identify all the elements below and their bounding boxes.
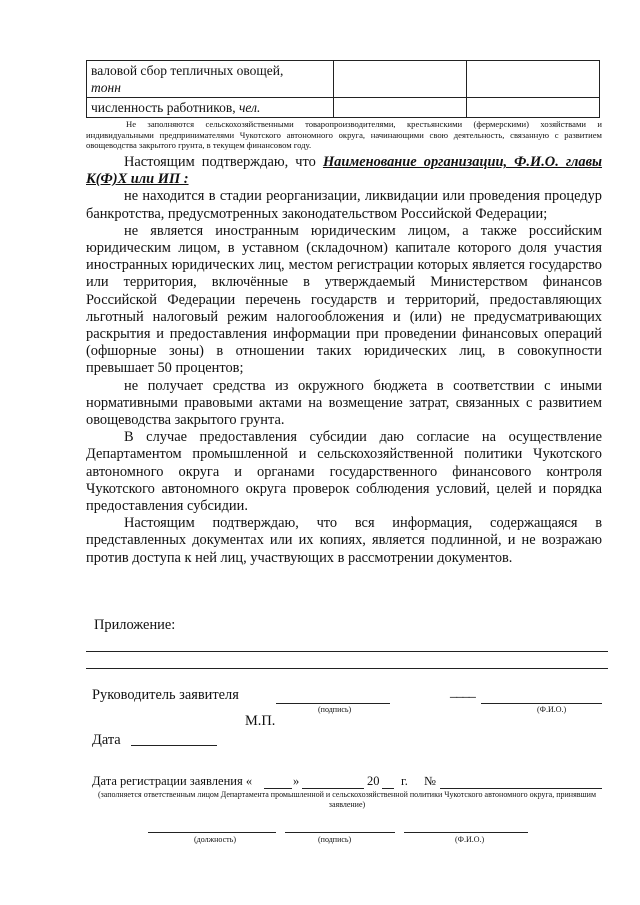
signature-line[interactable] <box>276 703 390 704</box>
name-prefix: ____ <box>450 684 475 700</box>
name-hint: (Ф.И.О.) <box>537 705 567 714</box>
table-cell-value[interactable] <box>334 98 467 118</box>
statement-item-2: не является иностранным юридическим лицом, а также российским юридическим лицом, в уставном (складочном) капитале которого доля участия иностранных юридических лиц, местом регистрации которых является государство или территория, включённые в утверждаемый Министерством финансов Российской Федерации перечень государств и территорий, предоставляющих льготный налоговый режим налогообложения и (или) не предусматривающих раскрытия и предоставления информации при проведении финансовых операций (офшорные зоны) в отношении таких юридических лиц, в совокупности превышает 50 процентов; <box>86 222 602 377</box>
appendix-label: Приложение: <box>94 617 176 633</box>
table-cell-value[interactable] <box>467 61 600 98</box>
organization-name-placeholder[interactable]: Наименование организации, Ф.И.О. главы К(Ф)Х или ИП : <box>86 154 603 188</box>
indicators-table <box>86 60 600 118</box>
table-cell-label: валовой сбор тепличных овощей, тонн <box>87 61 334 98</box>
registration-day-line[interactable] <box>264 788 292 789</box>
confirmation-paragraph: Настоящим подтверждаю, что вся информация, содержащаяся в представленных документах или их копиях, является подлинной, и не возражаю против доступа к ней лиц, участвующих в рассмотрении документов. <box>86 515 602 566</box>
registrar-position-line[interactable] <box>148 832 276 833</box>
head-label: Руководитель заявителя <box>92 687 239 703</box>
table-row <box>87 61 600 98</box>
statement-text <box>86 154 602 567</box>
registration-note: (заполняется ответственным лицом Департамента промышленной и сельскохозяйственной политики Чукотского автономного округа, принявшим заявление) <box>97 790 597 809</box>
registrar-name-line[interactable] <box>404 832 528 833</box>
consent-paragraph: В случае предоставления субсидии даю согласие на осуществление Департаментом промышленной и сельскохозяйственной политики Чукотского автономного округа и органами государственного финансового контроля Чукотского автономного округа проверок соблюдения условий, целей и порядка предоставления субсидии. <box>86 429 602 515</box>
date-line[interactable] <box>131 745 217 746</box>
appendix-line-2[interactable] <box>86 668 608 669</box>
stamp-label: М.П. <box>245 713 276 729</box>
statement-item-3: не получает средства из окружного бюджета в соответствии с иными нормативными правовыми актами на возмещение затрат, связанных с развитием овощеводства закрытого грунта. <box>86 377 602 429</box>
registrar-signature-hint: (подпись) <box>318 835 352 844</box>
registration-number-line[interactable] <box>440 788 602 789</box>
registration-year-suffix: г. <box>401 774 408 788</box>
appendix-line-1[interactable] <box>86 651 608 652</box>
table-cell-label: численность работников, чел. <box>87 98 334 118</box>
registrar-name-hint: (Ф.И.О.) <box>455 835 485 844</box>
registration-month-line[interactable] <box>302 788 364 789</box>
name-line[interactable] <box>481 703 602 704</box>
registration-label: Дата регистрации заявления « <box>92 774 253 788</box>
statement-item-1: не находится в стадии реорганизации, ликвидации или проведения процедур банкротства, предусмотренных законодательством Российской Федерации; <box>86 188 602 222</box>
position-hint: (должность) <box>194 835 236 844</box>
registration-number-sign: № <box>424 774 436 788</box>
table-footnote: Не заполняются сельскохозяйственными товаропроизводителями, крестьянскими (фермерскими) хозяйствами и индивидуальными предпринимателями Чукотского автономного округа, начинающими свою деятельность, связанную с развитием овощеводства закрытого грунта, в текущем финансовом году. <box>86 119 602 151</box>
date-label: Дата <box>92 732 121 748</box>
table-row <box>87 98 600 118</box>
statement-intro: Настоящим подтверждаю, что Наименование организации, Ф.И.О. главы К(Ф)Х или ИП : <box>86 154 603 188</box>
registration-year-prefix: 20 <box>367 774 380 788</box>
registration-year-line[interactable] <box>382 788 394 789</box>
table-cell-value[interactable] <box>334 61 467 98</box>
signature-hint: (подпись) <box>318 705 352 714</box>
registrar-signature-line[interactable] <box>285 832 395 833</box>
table-cell-value[interactable] <box>467 98 600 118</box>
registration-close-quote: » <box>293 774 300 788</box>
